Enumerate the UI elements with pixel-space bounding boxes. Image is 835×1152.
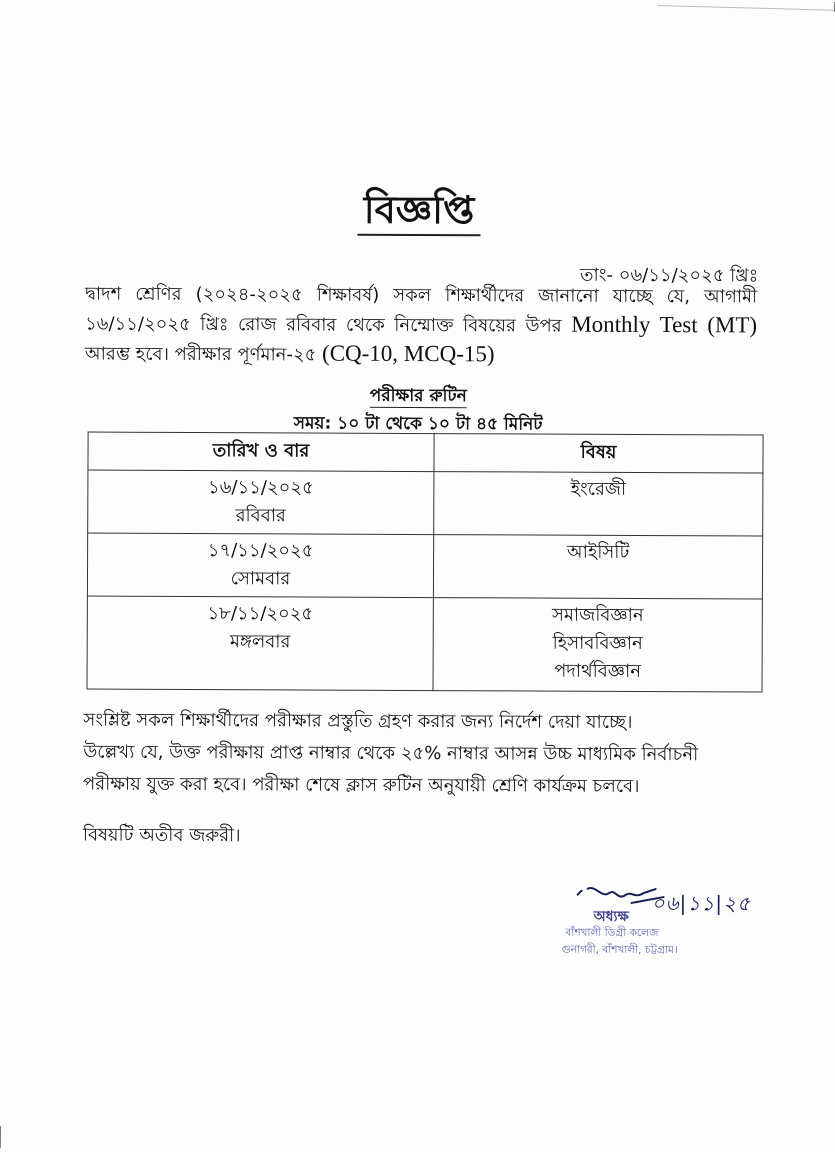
instruction-line-1: সংশ্লিষ্ট সকল শিক্ষার্থীদের পরীক্ষার প্রস্তুতি গ্রহণ করার জন্য নির্দেশ দেয়া যাচ্ছে। [83, 709, 633, 733]
exam-date: ১৬/১১/২০২৫ [207, 477, 314, 499]
intro-text-1: দ্বাদশ শ্রেণির (২০২৪-২০২৫ শিক্ষাবর্ষ) সকল শিক্ষার্থীদের জানানো যাচ্ছে যে, আগামী ১৬/১১/২০২৫ খ্রিঃ রোজ রবিবার থেকে নিম্মোক্ত বিষয়ের উপর [85, 283, 758, 337]
header-date-day: তারিখ ও বার [88, 432, 434, 472]
intro-text-2: আরম্ভ হবে। পরীক্ষার পূর্ণমান-২৫ [84, 343, 317, 366]
notice-intro [85, 281, 757, 372]
exam-subject: আইসিটি [566, 541, 630, 563]
intro-marks-breakdown: (CQ-10, MCQ-15) [322, 340, 495, 367]
subject-cell [433, 598, 762, 692]
exam-subject: হিসাববিজ্ঞান [552, 632, 643, 654]
notice-title-text: বিজ্ঞপ্তি [358, 190, 481, 236]
instructions [83, 705, 755, 804]
routine-title [1, 383, 835, 410]
notice-title [1, 188, 835, 237]
routine-time: সময়: ১০ টা থেকে ১০ টা ৪৫ মিনিট [293, 413, 543, 435]
instruction-line-2: উল্লেখ্য যে, উক্ত পরীক্ষায় প্রাপ্ত নাম্বার থেকে ২৫% নাম্বার আসন্ন উচ্চ মাধ্যমিক নির্বাচনী পরীক্ষায় যুক্ত করা হবে। পরীক্ষা শেষে ক্লাস রুটিন অনুযায়ী শ্রেণি কার্যক্রম চলবে। [83, 741, 699, 797]
date-day-cell [87, 596, 433, 691]
table-row [87, 596, 762, 692]
exam-day: রবিবার [235, 505, 286, 527]
header-subject: বিষয় [434, 434, 763, 473]
exam-day: সোমবার [230, 568, 291, 590]
routine-header-row [88, 432, 763, 473]
notice-date: তাং- ০৬/১১/২০২৫ খ্রিঃ [580, 264, 759, 287]
date-day-cell [88, 470, 434, 535]
seal-college-name: বাঁশখালী ডিগ্রী কলেজ [565, 926, 659, 940]
table-row [87, 533, 762, 599]
routine-table [86, 432, 763, 693]
subject-cell [434, 472, 763, 536]
date-day-cell [87, 533, 433, 598]
urgency-note: বিষয়টি অতীব জরুরী। [82, 824, 241, 847]
exam-day: মঙ্গলবার [229, 631, 291, 653]
exam-subject: ইংরেজী [570, 478, 627, 500]
seal-designation: অধ্যক্ষ [593, 908, 629, 925]
scan-edge [657, 0, 835, 11]
seal-address: গুনাগরী, বাঁশখালী, চট্টগ্রাম। [561, 943, 678, 957]
routine-title-text: পরীক্ষার রুটিন [370, 385, 467, 409]
intro-test-name: Monthly Test (MT) [571, 311, 758, 338]
exam-subject: সমাজবিজ্ঞান [551, 604, 644, 626]
scan-edge-mark [0, 1126, 1, 1148]
table-row [88, 470, 763, 536]
exam-date: ১৮/১১/২০২৫ [207, 603, 314, 625]
signature-date: ০৬|১১|২৫ [651, 891, 752, 916]
subject-cell [433, 535, 762, 599]
signature-block [554, 881, 764, 957]
exam-subject: পদার্থবিজ্ঞান [554, 660, 642, 682]
exam-date: ১৭/১১/২০২৫ [207, 540, 314, 562]
